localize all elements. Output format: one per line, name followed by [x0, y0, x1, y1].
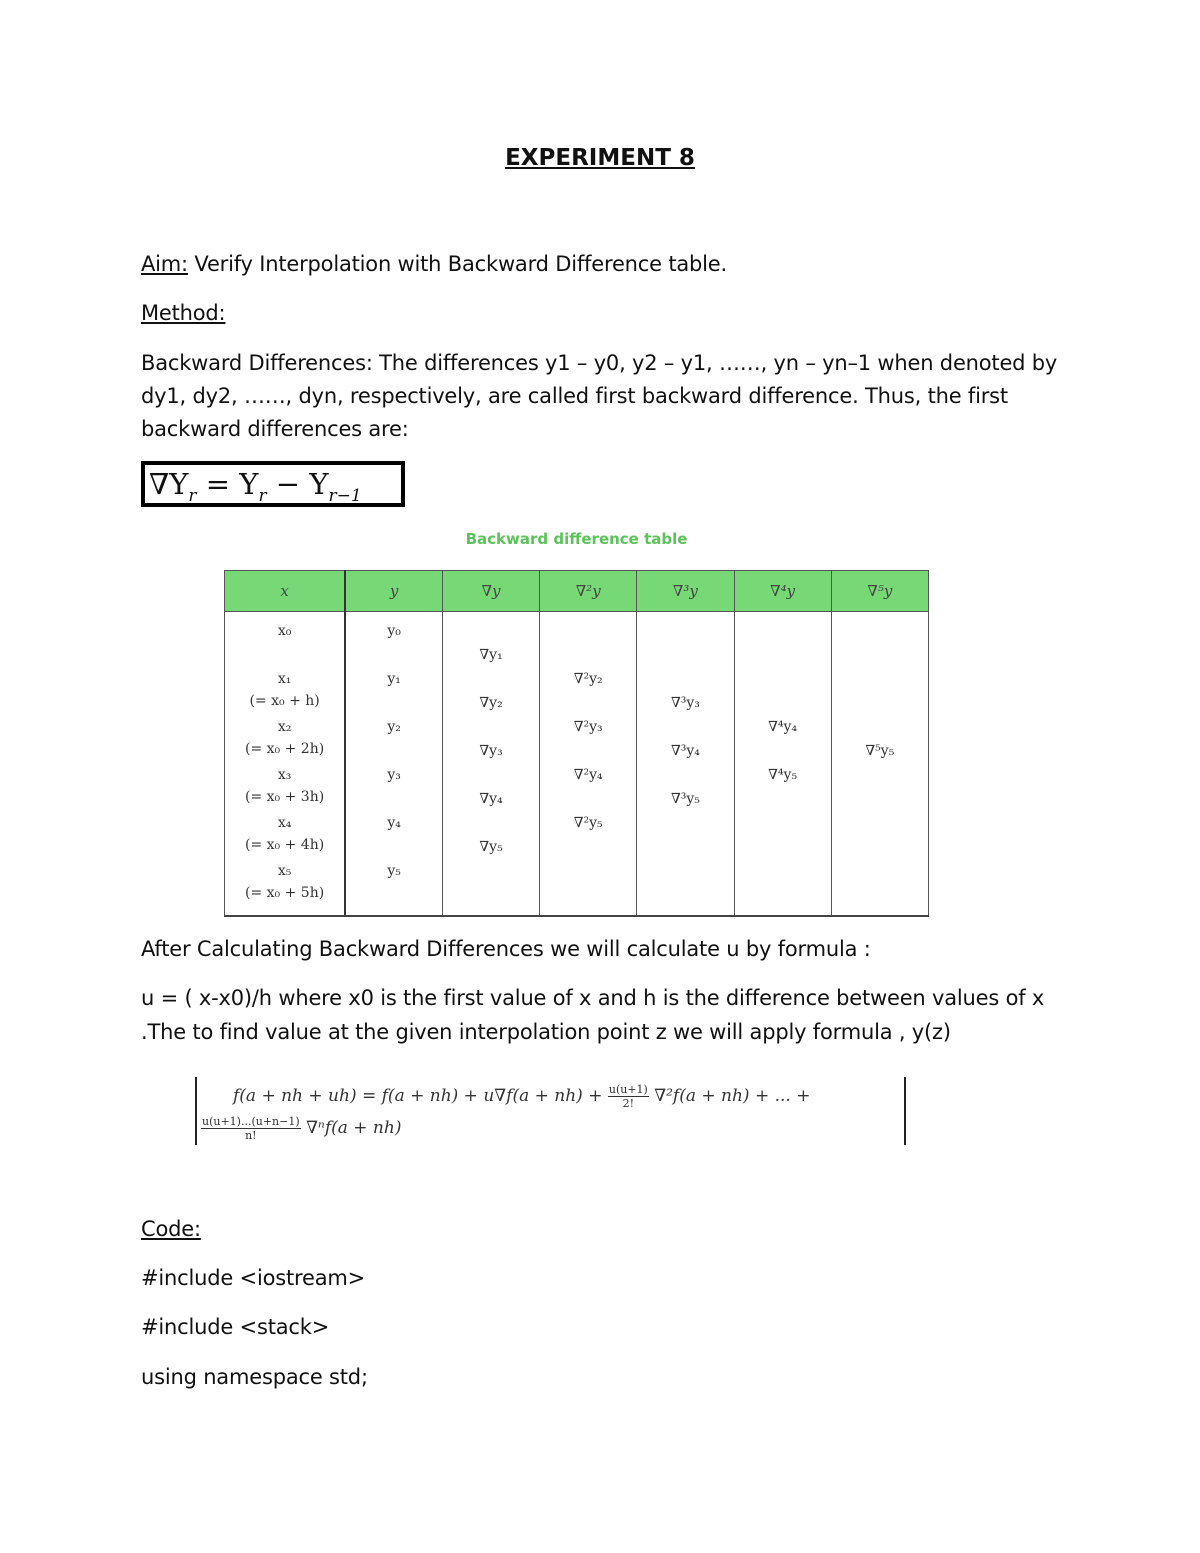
fraction-1	[608, 1083, 649, 1110]
code-line: using namespace std;	[141, 1365, 368, 1389]
d1-item: ∇y₁	[479, 647, 503, 663]
backward-line-2: dy1, dy2, ……, dyn, respectively, are called first backward difference. Thus, the first	[141, 384, 1008, 408]
d5-item: ∇⁵y₅	[865, 743, 895, 759]
d3-item: ∇³y₅	[670, 791, 700, 807]
d1-column	[443, 612, 540, 917]
header-d5: ∇⁵y	[831, 571, 928, 612]
x-item: x₂	[277, 719, 292, 735]
x-item: x₁	[277, 671, 292, 687]
fraction-1-den: 2!	[622, 1097, 635, 1110]
u-line-2: .The to find value at the given interpolation point z we will apply formula , y(z)	[141, 1020, 951, 1044]
aim-text: Verify Interpolation with Backward Difference table.	[187, 252, 727, 276]
d4-item: ∇⁴y₅	[768, 767, 798, 783]
code-label: Code:	[141, 1217, 201, 1241]
y-item: y₁	[387, 671, 401, 687]
formula-sub-r2: r	[258, 485, 267, 506]
d4-item: ∇⁴y₄	[768, 719, 798, 735]
y-item: y₃	[387, 767, 401, 783]
header-d3: ∇³y	[637, 571, 734, 612]
x-item: x₅	[277, 863, 292, 879]
header-y: y	[345, 571, 442, 612]
method-label: Method:	[141, 301, 226, 325]
after-paragraph: After Calculating Backward Differences we will calculate u by formula :	[141, 937, 871, 961]
y-column	[345, 612, 442, 917]
code-line: #include <iostream>	[141, 1266, 366, 1290]
x-item: x₀	[277, 623, 292, 639]
d1-item: ∇y₄	[479, 791, 503, 807]
x-column	[225, 612, 346, 917]
x-item: (= x₀ + 2h)	[245, 741, 325, 757]
aim-line	[141, 248, 727, 281]
x-item: (= x₀ + 3h)	[245, 789, 325, 805]
d2-item: ∇²y₃	[573, 719, 603, 735]
d4-column	[734, 612, 831, 917]
x-item: x₃	[277, 767, 292, 783]
y-item: y₅	[387, 863, 401, 879]
d3-column	[637, 612, 734, 917]
x-item: (= x₀ + h)	[249, 693, 320, 709]
header-d1: ∇y	[443, 571, 540, 612]
d1-item: ∇y₂	[479, 695, 503, 711]
d1-item: ∇y₅	[479, 839, 503, 855]
backward-line-3: backward differences are:	[141, 417, 409, 441]
header-d2: ∇²y	[540, 571, 637, 612]
formula-line-2	[201, 1115, 401, 1142]
formula-part-3: ∇ⁿf(a + nh)	[306, 1118, 402, 1138]
x-item: (= x₀ + 5h)	[245, 885, 325, 901]
fraction-2-den: n!	[245, 1129, 257, 1142]
d3-item: ∇³y₃	[670, 695, 700, 711]
newton-backward-formula	[195, 1077, 906, 1145]
d5-column	[831, 612, 928, 917]
header-x: x	[225, 571, 346, 612]
d2-item: ∇²y₂	[573, 671, 603, 687]
fraction-2	[201, 1115, 301, 1142]
fraction-1-num: u(u+1)	[608, 1083, 648, 1096]
d2-item: ∇²y₅	[573, 815, 603, 831]
d1-item: ∇y₃	[479, 743, 503, 759]
formula-minus: − Y	[266, 467, 329, 501]
formula-sub-r: r	[188, 485, 197, 506]
y-item: y₂	[387, 719, 401, 735]
d2-item: ∇²y₄	[573, 767, 603, 783]
formula-sub-rm1: r−1	[328, 485, 362, 506]
formula-lhs: ∇Y	[149, 467, 189, 501]
backward-difference-table	[224, 570, 929, 917]
aim-label: Aim:	[141, 252, 188, 276]
y-item: y₀	[387, 623, 401, 639]
u-line-1: u = ( x-x0)/h where x0 is the first value of x and h is the difference between values of x	[141, 986, 1045, 1010]
formula-line-1	[233, 1083, 810, 1110]
table-caption: Backward difference table	[465, 530, 688, 548]
formula-eq: = Y	[196, 467, 259, 501]
formula-part-2: ∇²f(a + nh) + ... +	[654, 1086, 811, 1106]
x-item: x₄	[277, 815, 292, 831]
y-item: y₄	[387, 815, 401, 831]
formula-part-1: f(a + nh + uh) = f(a + nh) + u∇f(a + nh) +	[233, 1086, 608, 1106]
page-title: EXPERIMENT 8	[505, 145, 695, 171]
x-item: (= x₀ + 4h)	[245, 837, 325, 853]
header-d4: ∇⁴y	[734, 571, 831, 612]
fraction-2-num: u(u+1)...(u+n−1)	[202, 1115, 300, 1128]
code-line: #include <stack>	[141, 1315, 330, 1339]
backward-difference-formula	[141, 461, 405, 507]
d3-item: ∇³y₄	[670, 743, 700, 759]
backward-line-1: Backward Differences: The differences y1 – y0, y2 – y1, ……, yn – yn–1 when denoted by	[141, 351, 1058, 375]
d2-column	[540, 612, 637, 917]
